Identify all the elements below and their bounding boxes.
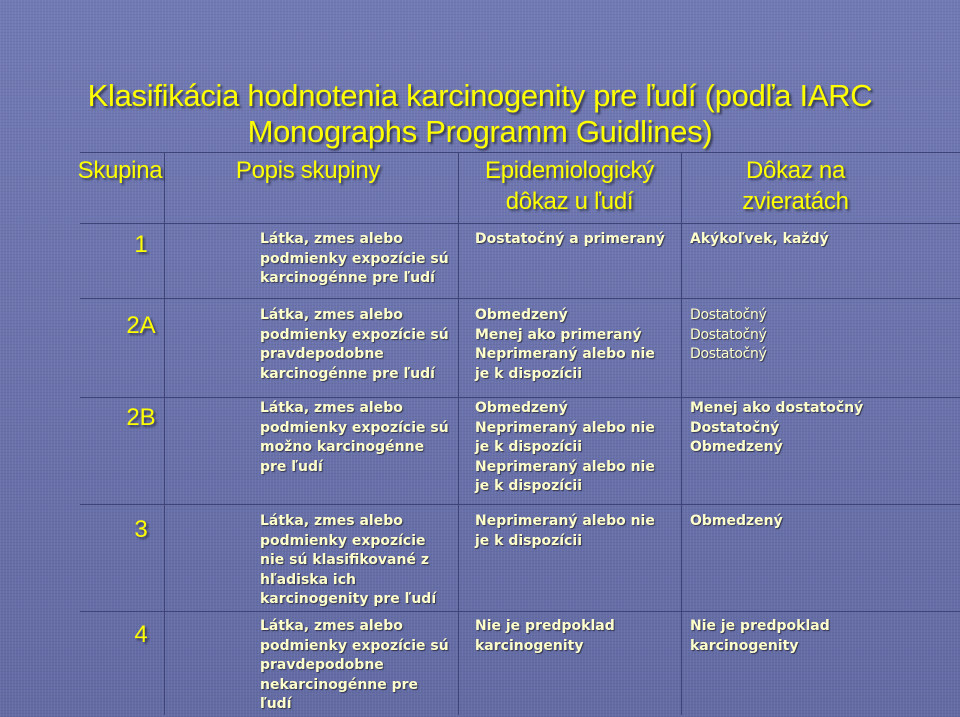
row-4-animal: Nie je predpoklad karcinogenity <box>690 618 830 654</box>
slide-title-line1: Klasifikácia hodnotenia karcinogenity pre ľudí (podľa IARC <box>87 78 873 113</box>
row-divider <box>80 223 960 224</box>
row-2a-animal: Dostatočný Dostatočný Dostatočný <box>690 307 767 362</box>
slide-title-line2: Monographs Programm Guidlines) <box>247 114 713 149</box>
header-epidemiological <box>458 155 681 217</box>
row-1-description: Látka, zmes alebo podmienky expozície sú karcinogénne pre ľudí <box>260 231 449 286</box>
classification-table <box>77 152 960 715</box>
row-4-description: Látka, zmes alebo podmienky expozície sú pravdepodobne nekarcinogénne pre ľudí <box>260 618 449 712</box>
header-animal <box>681 155 910 217</box>
row-3-animal: Obmedzený <box>690 513 783 529</box>
row-3-description: Látka, zmes alebo podmienky expozície nie sú klasifikované z hľadiska ich karcinogenity pre ľudí <box>260 513 437 607</box>
row-divider <box>80 397 960 398</box>
row-2b-group: 2B <box>126 404 156 431</box>
header-animal-line2: zvieratách <box>742 188 849 215</box>
row-divider <box>80 611 960 612</box>
row-3-epidemiological: Neprimeraný alebo nie je k dispozícii <box>475 513 655 549</box>
header-animal-line1: Dôkaz na <box>746 157 845 184</box>
row-2a-epidemiological: Obmedzený Menej ako primeraný Neprimeraný alebo nie je k dispozícii <box>475 307 655 382</box>
header-group: Skupina <box>77 157 163 184</box>
row-2a-group: 2A <box>126 312 156 339</box>
row-4-epidemiological: Nie je predpoklad karcinogenity <box>475 618 615 654</box>
row-3-group: 3 <box>134 516 148 543</box>
row-2b-animal: Menej ako dostatočný Dostatočný Obmedzený <box>690 400 864 455</box>
header-epidemiological-line1: Epidemiologický <box>485 157 654 184</box>
row-divider <box>80 298 960 299</box>
row-2a-description: Látka, zmes alebo podmienky expozície sú pravdepodobne karcinogénne pre ľudí <box>260 307 449 382</box>
column-divider <box>681 152 682 715</box>
row-4-group: 4 <box>134 621 148 648</box>
header-epidemiological-line2: dôkaz u ľudí <box>505 188 634 215</box>
row-1-animal: Akýkoľvek, každý <box>690 231 829 247</box>
row-divider <box>80 152 960 153</box>
slide-title <box>0 78 960 150</box>
row-2b-epidemiological: Obmedzený Neprimeraný alebo nie je k dispozícii Neprimeraný alebo nie je k dispozícii <box>475 400 655 494</box>
row-divider <box>80 504 960 505</box>
column-divider <box>458 152 459 715</box>
row-1-epidemiological: Dostatočný a primeraný <box>475 231 665 247</box>
header-description: Popis skupiny <box>235 157 381 184</box>
row-1-group: 1 <box>134 231 148 258</box>
row-2b-description: Látka, zmes alebo podmienky expozície sú možno karcinogénne pre ľudí <box>260 400 449 475</box>
